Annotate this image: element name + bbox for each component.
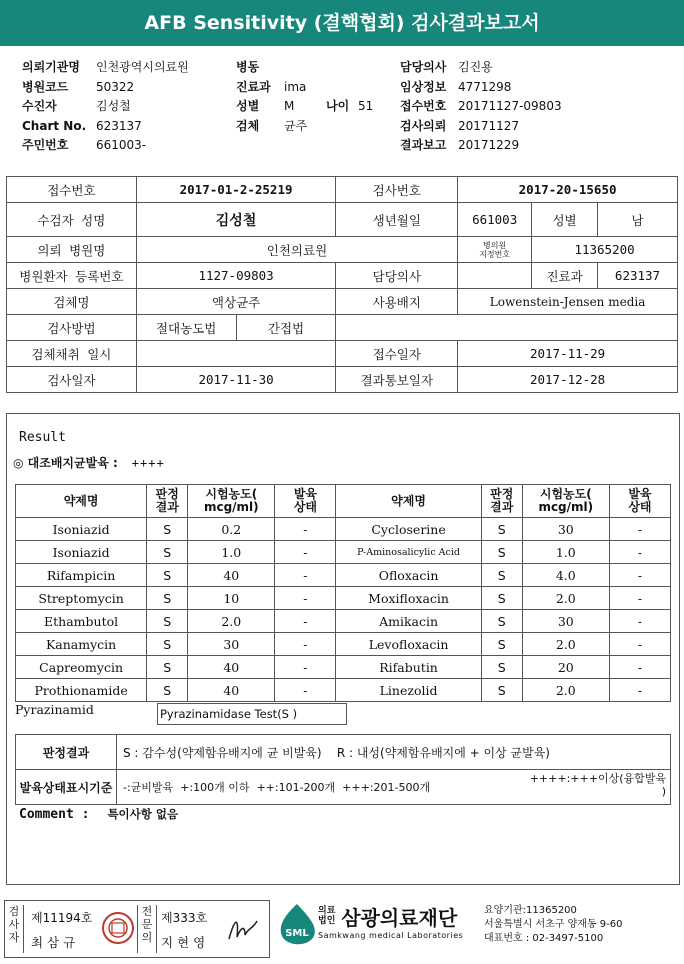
legend-table [15,734,671,805]
hdr-label: 수진자 [22,99,57,113]
test-conc: 1.0 [522,541,609,564]
test-conc: 30 [522,610,609,633]
growth-status: - [275,679,336,702]
col-judge-2-line2: 결과 [490,500,514,514]
sensitivity-row [16,633,671,656]
growth-std-cell [117,770,671,805]
patient-reg-label: 병원환자 등록번호 [7,263,137,289]
col-judge-line2: 결과 [155,500,179,514]
col-conc [188,485,275,518]
hdr-label: 접수번호 [400,99,447,113]
hdr-value: 인천광역시의료원 [96,60,189,74]
col-growth-2-line1: 발육 [628,487,652,501]
hdr-label: 담당의사 [400,60,447,74]
test-conc: 2.0 [522,679,609,702]
logo-text: SML [285,928,309,939]
col-growth-line2: 상태 [293,500,317,514]
report-title: AFB Sensitivity (결핵협회) 검사결과보고서 [0,0,684,46]
collect-label: 검체채취 일시 [7,341,137,367]
drug-name: Isoniazid [16,541,147,564]
signature-box [4,900,270,958]
growth-status: - [275,656,336,679]
drug-name: Linezolid [336,679,481,702]
hdr-value: 김성철 [96,99,131,113]
name-label: 수검자 성명 [7,203,137,237]
pyrazinamidase-test: Pyrazinamidase Test(S ) [157,703,347,725]
col-drug-2: 약제명 [336,485,481,518]
org-name: 삼광의료재단 [341,906,458,930]
notify-date: 2017-12-28 [458,367,678,393]
drug-name: Levofloxacin [336,633,481,656]
test-conc: 2.0 [188,610,275,633]
hdr-label: 임상정보 [400,79,447,94]
judge-result: S [147,633,188,656]
org-prefix [318,906,335,926]
doctor [458,263,532,289]
org-prefix-2: 법인 [318,916,336,926]
drug-name: Prothionamide [16,679,147,702]
test-conc: 20 [522,656,609,679]
hdr-label: 결과보고 [400,138,447,152]
col-conc-2-line2: mcg/ml) [538,500,594,514]
test-conc: 0.2 [188,518,275,541]
hdr-label: 진료과 [236,79,271,94]
dept: 623137 [598,263,678,289]
specialist-name: 지 현 영 [161,935,206,950]
culture-value: ++++ [131,456,165,470]
growth-status: - [609,587,670,610]
judge-result: S [147,679,188,702]
hdr-value: 623137 [96,118,142,133]
hosp-code-label-2: 지정번호 [479,249,511,259]
dob: 661003 [458,203,532,237]
growth-status: - [275,518,336,541]
sensitivity-row [16,656,671,679]
hosp-code-label [458,237,532,263]
hdr-value: 661003- [96,138,147,152]
drug-name: Cycloserine [336,518,481,541]
drug-name: Ethambutol [16,610,147,633]
reg-no-label: 접수번호 [7,177,137,203]
test-conc: 10 [188,587,275,610]
test-conc: 40 [188,679,275,702]
judge-result: S [481,587,522,610]
drug-name: Capreomycin [16,656,147,679]
drug-name: Streptomycin [16,587,147,610]
col-judge-2 [481,485,522,518]
hdr-value: 김진용 [458,60,493,74]
method-2: 간접법 [236,315,336,341]
judge-result: S [147,518,188,541]
drug-name: P-Aminosalicylic Acid [336,541,481,564]
growth-status: - [609,633,670,656]
signature-icon [225,913,261,945]
hdr-label: 나이 [326,99,350,113]
culture-label: ◎ 대조배지균발육 : [13,456,118,470]
growth-status: - [609,541,670,564]
test-conc: 2.0 [522,587,609,610]
org-en: Samkwang medical Laboratories [318,931,464,940]
header-col1 [22,58,189,156]
sensitivity-row [16,587,671,610]
header-col2 [236,58,373,136]
notify-label: 결과통보일자 [336,367,458,393]
sensitivity-row [16,541,671,564]
hdr-label: 주민번호 [22,138,69,152]
control-culture [13,454,165,471]
hdr-label: 의뢰기관명 [22,60,80,74]
test-conc: 40 [188,656,275,679]
test-conc: 4.0 [522,564,609,587]
addr-line-3: 대표번호 : 02-3497-5100 [484,933,604,944]
growth-status: - [275,564,336,587]
hdr-value: 20171127 [458,118,520,133]
growth-status: - [275,587,336,610]
hdr-value: 20171127-09803 [458,99,562,113]
growth-status: - [275,633,336,656]
hosp-label: 의뢰 병원명 [7,237,137,263]
testdate-label: 검사일자 [7,367,137,393]
growth-status: - [609,610,670,633]
hdr-value: 20171229 [458,138,520,152]
test-no-label: 검사번호 [336,177,458,203]
drug-name: Kanamycin [16,633,147,656]
drug-name: Ofloxacin [336,564,481,587]
sex-label: 성별 [532,203,598,237]
test-no: 2017-20-15650 [458,177,678,203]
growth-status: - [275,541,336,564]
hdr-label: 검사의뢰 [400,118,447,133]
hdr-value: ima [284,79,307,94]
hdr-value: 4771298 [458,79,512,94]
examiner-vlabel: 검 사 자 [5,905,24,953]
examiner-name: 최 삼 규 [31,935,76,950]
pyrazinamid-label: Pyrazinamid [15,702,94,717]
hdr-label: 병동 [236,60,260,74]
col-conc-line1: 시험농도( [205,487,258,501]
judge-result: S [147,587,188,610]
patient-reg: 1127-09803 [136,263,336,289]
growth-std-label: 발육상태표시기준 [16,770,117,805]
judge-result: S [147,610,188,633]
judge-result: S [147,564,188,587]
footer [0,896,684,964]
sensitivity-row [16,610,671,633]
judge-result: S [147,541,188,564]
col-judge-2-line1: 판정 [490,487,514,501]
drug-name: Moxifloxacin [336,587,481,610]
org-prefix-1: 의료 [318,906,336,916]
judge-result: S [147,656,188,679]
hosp-code: 11365200 [532,237,678,263]
dept-label: 진료과 [532,263,598,289]
col-conc-line2: mcg/ml) [203,500,259,514]
collect [136,341,336,367]
sensitivity-row [16,679,671,702]
growth-status: - [609,679,670,702]
drug-name: Rifampicin [16,564,147,587]
col-conc-2-line1: 시험농도( [539,487,592,501]
drug-name: Isoniazid [16,518,147,541]
judge-result: S [481,610,522,633]
result-box [6,413,680,885]
sensitivity-row [16,564,671,587]
hdr-label: 성별 [236,99,260,113]
judge-label: 판정결과 [16,735,117,770]
reg-no: 2017-01-2-25219 [136,177,336,203]
hdr-value: 51 [358,99,374,113]
col-judge-line1: 판정 [155,487,179,501]
col-growth-2-line2: 상태 [628,500,652,514]
hdr-value: M [284,99,295,113]
growth-std-text: -:균비발육 +:100개 이하 ++:101-200개 +++:201-500개 [123,781,431,794]
test-conc: 30 [188,633,275,656]
dob-label: 생년월일 [336,203,458,237]
sensitivity-header-row [16,485,671,518]
col-growth-line1: 발육 [293,487,317,501]
growth-status: - [609,518,670,541]
hdr-value: 균주 [284,118,308,133]
test-conc: 2.0 [522,633,609,656]
medium-label: 사용배지 [336,289,458,315]
seal-stamp-icon [101,911,135,945]
medium: Lowenstein-Jensen media [458,289,678,315]
col-conc-2 [522,485,609,518]
org-block [318,902,463,940]
test-date: 2017-11-30 [136,367,336,393]
test-conc: 1.0 [188,541,275,564]
test-conc: 30 [522,518,609,541]
col-judge [147,485,188,518]
specimen: 액상균주 [136,289,336,315]
drug-name: Rifabutin [336,656,481,679]
col-drug: 약제명 [16,485,147,518]
sml-logo-icon [274,902,320,950]
growth-status: - [275,610,336,633]
judge-result: S [481,541,522,564]
specialist-vlabel: 전 문 의 [137,905,157,953]
recv-date: 2017-11-29 [458,341,678,367]
method-1: 절대농도법 [136,315,236,341]
specialist-no: 제333호 [161,911,208,925]
col-growth-2 [609,485,670,518]
addr-line-1: 요양기관:11365200 [484,905,577,916]
growth-std-text-2a: ++++:+++이상(융합발육 [529,772,666,785]
comment-text: 특이사항 없음 [107,807,179,821]
judge-result: S [481,679,522,702]
judge-result: S [481,564,522,587]
test-conc: 40 [188,564,275,587]
growth-status: - [609,564,670,587]
hdr-label: 병원코드 [22,79,69,94]
hdr-label: Chart No. [22,118,87,133]
hosp-name: 인천의료원 [136,237,457,263]
header-col3 [400,58,562,156]
examiner-no: 제11194호 [31,911,93,925]
judge-result: S [481,518,522,541]
result-title: Result [19,430,66,445]
hdr-label: 검체 [236,118,260,133]
addr-line-2: 서울특별시 서초구 양재동 9-60 [484,919,623,930]
col-growth [275,485,336,518]
request-form-table [6,176,678,393]
growth-std-text-2 [530,772,666,798]
growth-status: - [609,656,670,679]
sensitivity-table [15,484,671,702]
judge-result: S [481,656,522,679]
hdr-value: 50322 [96,79,135,94]
method-label: 검사방법 [7,315,137,341]
hosp-code-label-1: 병의원 [483,240,507,250]
specimen-label: 검체명 [7,289,137,315]
growth-std-text-2b: ) [661,785,666,798]
sex: 남 [598,203,678,237]
judge-text: S : 감수성(약제함유배지에 균 비발육) R : 내성(약제함유배지에 + 이상 균발육) [117,735,671,770]
doctor-label: 담당의사 [336,263,458,289]
judge-result: S [481,633,522,656]
org-address [484,904,623,946]
comment [19,806,178,822]
sensitivity-row [16,518,671,541]
recv-label: 접수일자 [336,341,458,367]
method-blank [336,315,678,341]
patient-name: 김성철 [136,203,336,237]
comment-label: Comment : [19,807,90,822]
drug-name: Amikacin [336,610,481,633]
